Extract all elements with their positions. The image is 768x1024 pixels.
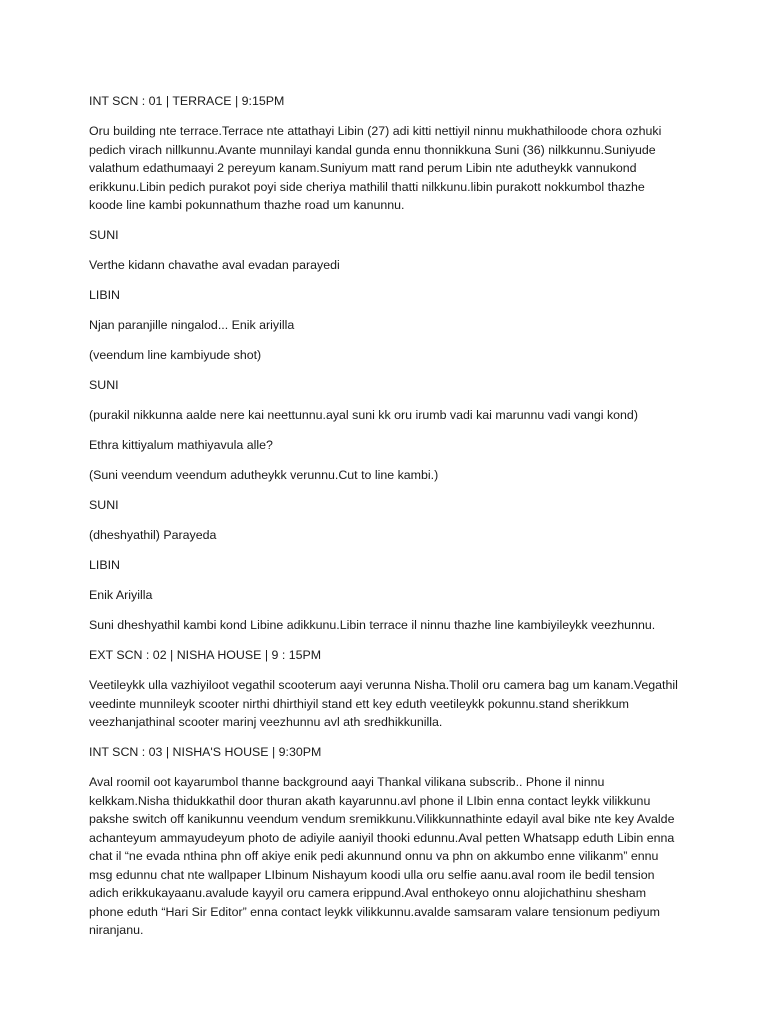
dialogue-line: Enik Ariyilla — [89, 588, 153, 602]
parenthetical: (veendum line kambiyude shot) — [89, 348, 262, 362]
dialogue-line: Ethra kittiyalum mathiyavula alle? — [89, 438, 273, 452]
scene-3-heading: INT SCN : 03 | NISHA'S HOUSE | 9:30PM — [89, 745, 322, 759]
dialogue-line: Verthe kidann chavathe aval evadan parayedi — [89, 258, 340, 272]
character-name: SUNI — [89, 228, 119, 242]
character-name: SUNI — [89, 498, 119, 512]
scene-1-heading: INT SCN : 01 | TERRACE | 9:15PM — [89, 94, 285, 108]
scene-2-action: Veetileykk ulla vazhiyiloot vegathil scooterum aayi verunna Nisha.Tholil oru camera bag um kanam.Vegathil veedinte munnileyk scooter nirthi dhirthiyil stand ett key eduth veetileykk pokunnu.stand sherikkum veezhanjathinal scooter marinj veezhunnu avl ath sredhikkunilla. — [89, 678, 678, 729]
scene-1-action: Oru building nte terrace.Terrace nte attathayi Libin (27) adi kitti nettiyil ninnu mukhathiloode chora ozhuki pedich virach nillkunnu.Avante munnilayi kandal gunda ennu thonnikkuna Suni (36) nilkkunnu.Suniyude valathum edathumaayi 2 pereyum kanam.Suniyum matt rand perum Libin nte adutheykk vannukond erikkunu.Libin pedich purakot poyi side cheriya mathilil thatti nilkkunu.libin purakott nokkumbol thazhe koode line kambi pokunnathum thazhe road um kanunnu. — [89, 124, 662, 212]
dialogue-line: Njan paranjille ningalod... Enik ariyilla — [89, 318, 295, 332]
script-page — [89, 92, 679, 951]
scene-3-action: Aval roomil oot kayarumbol thanne background aayi Thankal vilikana subscrib.. Phone il ninnu kelkkam.Nisha thidukkathil door thuran akath kayarunnu.avl phone il LIbin enna contact leykk vilikkunu pakshe switch off kanikunnu veendum vendum sremikkunu.Vilikkunnathinte edayil aval bike nte key Avalde achanteyum ammayudeyum photo de adiyile aaniyil thooki edunnu.Aval petten Whatsapp eduth Libin enna chat il “ne evada nthina phn off akiye enik pedi akunnund onnu va phn on akkumbo enne vilikanm” ennu msg edunnu chat nte wallpaper LIbinum Nishayum koodi ulla oru selfie aanu.aval room ile bedil tension adich erikkukayaanu.avalude kayyil oru camera erippund.Aval enthokeyo onnu alojichathinu shesham phone eduth “Hari Sir Editor” enna contact leykk vilikkunnu.avalde samsaram valare tensionum pediyum niranjanu. — [89, 775, 675, 937]
character-name: LIBIN — [89, 288, 120, 302]
scene-2-heading: EXT SCN : 02 | NISHA HOUSE | 9 : 15PM — [89, 648, 322, 662]
parenthetical: (purakil nikkunna aalde nere kai neettunnu.ayal suni kk oru irumb vadi kai marunnu vadi vangi kond) — [89, 408, 638, 422]
scene-1-closing-action: Suni dheshyathil kambi kond Libine adikkunu.Libin terrace il ninnu thazhe line kambiyileykk veezhunnu. — [89, 618, 656, 632]
character-name: LIBIN — [89, 558, 120, 572]
dialogue-line: (dheshyathil) Parayeda — [89, 528, 217, 542]
character-name: SUNI — [89, 378, 119, 392]
action-note: (Suni veendum veendum adutheykk verunnu.Cut to line kambi.) — [89, 468, 439, 482]
